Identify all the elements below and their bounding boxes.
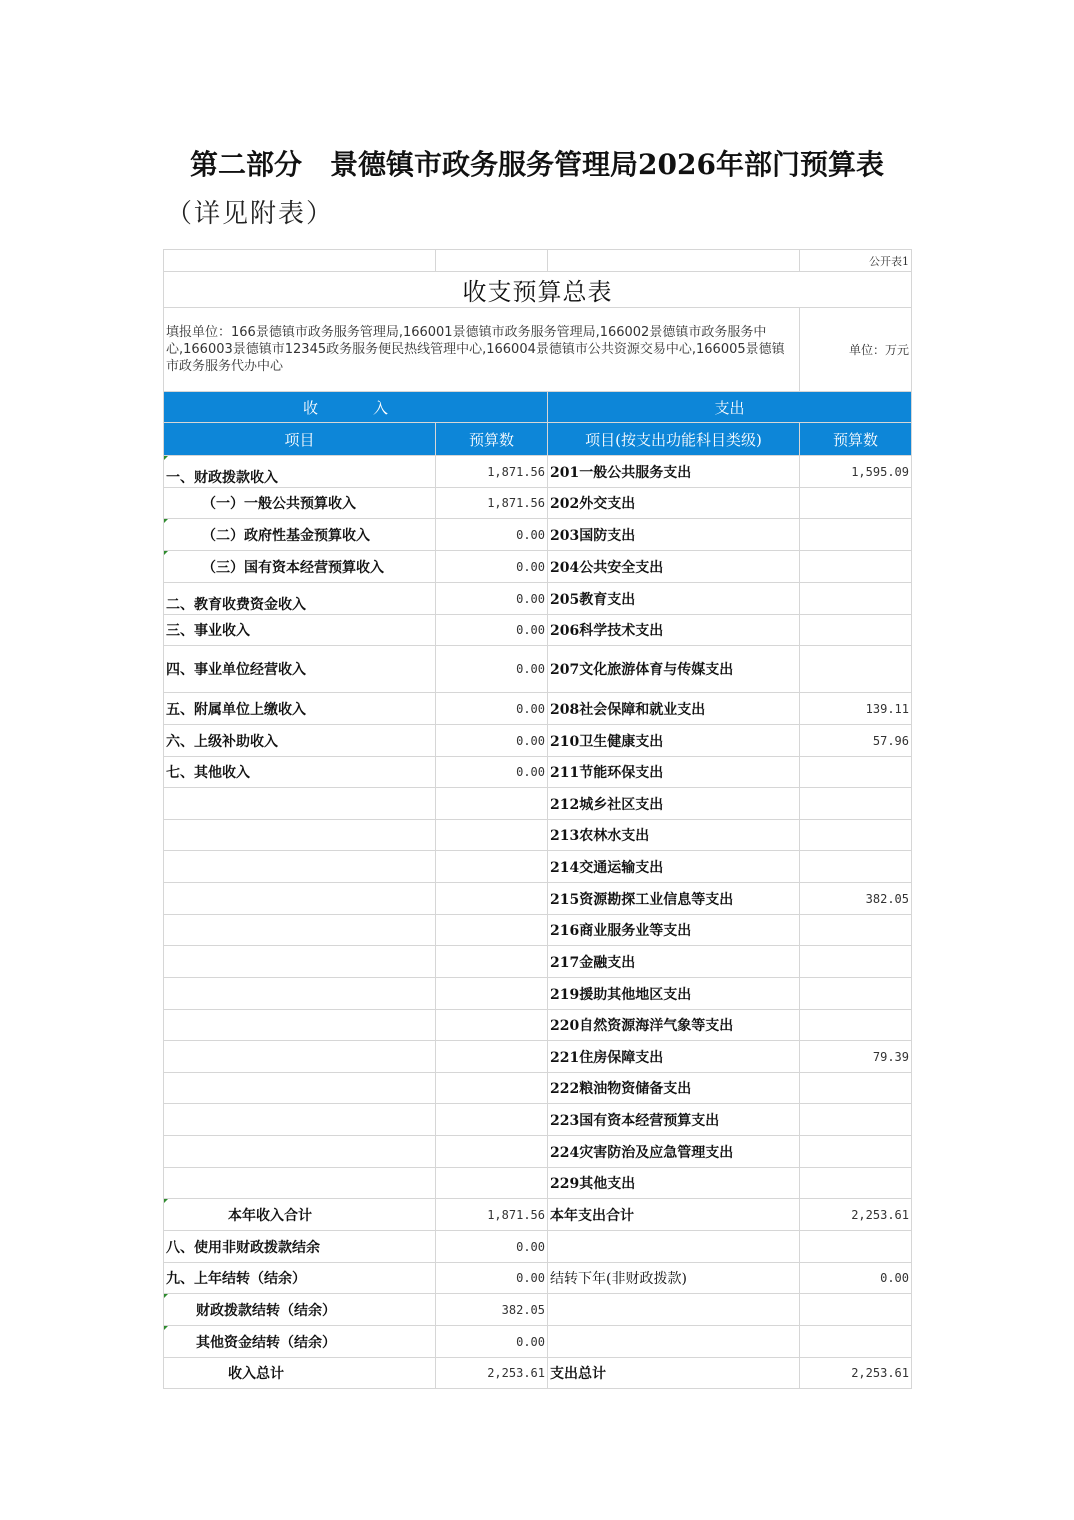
income-value-cell bbox=[436, 1168, 548, 1199]
income-value-cell bbox=[436, 1041, 548, 1073]
income-item-cell: 七、其他收入 bbox=[164, 757, 436, 788]
table-row bbox=[164, 615, 912, 646]
table-row bbox=[164, 583, 912, 615]
table-row bbox=[164, 1326, 912, 1358]
income-budget-header: 预算数 bbox=[436, 423, 548, 456]
expense-value-cell bbox=[800, 615, 912, 646]
expense-item-cell: 222粮油物资储备支出 bbox=[548, 1073, 800, 1104]
income-value-cell bbox=[436, 883, 548, 915]
income-item-header: 项目 bbox=[164, 423, 436, 456]
expense-item-cell: 223国有资本经营预算支出 bbox=[548, 1104, 800, 1136]
table-row bbox=[164, 851, 912, 883]
reporting-unit-info: 填报单位：166景德镇市政务服务管理局,166001景德镇市政务服务管理局,166002景德镇市政务服务中心,166003景德镇市12345政务服务便民热线管理中心,166004景德镇市公共资源交易中心,166005景德镇市政务服务代办中心 bbox=[164, 308, 800, 392]
table-row bbox=[164, 757, 912, 788]
expense-item-cell: 216商业服务业等支出 bbox=[548, 915, 800, 946]
page-subtitle: （详见附表） bbox=[166, 199, 335, 229]
income-value-cell: 1,871.56 bbox=[436, 456, 548, 488]
income-value-cell: 0.00 bbox=[436, 646, 548, 693]
income-value-cell bbox=[436, 788, 548, 820]
income-item-cell bbox=[164, 915, 436, 946]
expense-value-cell bbox=[800, 1010, 912, 1041]
income-item-cell: （二）政府性基金预算收入 bbox=[164, 519, 436, 551]
table-row bbox=[164, 788, 912, 820]
income-value-cell bbox=[436, 1136, 548, 1168]
table-row bbox=[164, 1104, 912, 1136]
expense-value-cell bbox=[800, 519, 912, 551]
expense-item-cell: 214交通运输支出 bbox=[548, 851, 800, 883]
form-number-label: 公开表1 bbox=[800, 250, 912, 272]
expense-item-cell: 结转下年(非财政拨款) bbox=[548, 1263, 800, 1294]
expense-value-cell bbox=[800, 788, 912, 820]
income-value-cell: 0.00 bbox=[436, 1231, 548, 1263]
table-row bbox=[164, 820, 912, 851]
form-label-row bbox=[164, 250, 912, 272]
expense-value-cell: 79.39 bbox=[800, 1041, 912, 1073]
unit-label: 单位：万元 bbox=[800, 308, 912, 392]
expense-item-cell: 205教育支出 bbox=[548, 583, 800, 615]
expense-item-cell: 支出总计 bbox=[548, 1358, 800, 1389]
page-title: 第二部分 景德镇市政务服务管理局2026年部门预算表 bbox=[190, 148, 884, 181]
income-item-cell bbox=[164, 1136, 436, 1168]
expense-value-cell bbox=[800, 851, 912, 883]
table-row bbox=[164, 915, 912, 946]
table-row bbox=[164, 1136, 912, 1168]
income-item-cell: 八、使用非财政拨款结余 bbox=[164, 1231, 436, 1263]
expense-header: 支出 bbox=[548, 392, 912, 423]
expense-value-cell bbox=[800, 946, 912, 978]
expense-value-cell bbox=[800, 551, 912, 583]
table-row bbox=[164, 725, 912, 757]
income-item-cell: 财政拨款结转（结余） bbox=[164, 1294, 436, 1326]
income-item-cell bbox=[164, 946, 436, 978]
income-item-cell: 九、上年结转（结余） bbox=[164, 1263, 436, 1294]
table-row bbox=[164, 1168, 912, 1199]
income-item-cell bbox=[164, 978, 436, 1010]
income-item-cell: 四、事业单位经营收入 bbox=[164, 646, 436, 693]
table-cell bbox=[164, 250, 436, 272]
table-title-row bbox=[164, 272, 912, 308]
income-item-cell: 三、事业收入 bbox=[164, 615, 436, 646]
expense-item-cell: 201一般公共服务支出 bbox=[548, 456, 800, 488]
expense-item-cell bbox=[548, 1231, 800, 1263]
income-item-cell: （一）一般公共预算收入 bbox=[164, 488, 436, 519]
income-item-cell bbox=[164, 1073, 436, 1104]
income-item-cell: 二、教育收费资金收入 bbox=[164, 583, 436, 615]
expense-value-cell: 2,253.61 bbox=[800, 1199, 912, 1231]
income-value-cell bbox=[436, 946, 548, 978]
income-item-cell bbox=[164, 1041, 436, 1073]
income-value-cell: 0.00 bbox=[436, 693, 548, 725]
income-item-cell: 一、财政拨款收入 bbox=[164, 456, 436, 488]
expense-item-cell: 208社会保障和就业支出 bbox=[548, 693, 800, 725]
income-value-cell: 0.00 bbox=[436, 519, 548, 551]
income-value-cell: 382.05 bbox=[436, 1294, 548, 1326]
expense-item-cell: 203国防支出 bbox=[548, 519, 800, 551]
table-row bbox=[164, 646, 912, 693]
expense-item-cell: 221住房保障支出 bbox=[548, 1041, 800, 1073]
expense-item-cell: 219援助其他地区支出 bbox=[548, 978, 800, 1010]
income-item-cell: 五、附属单位上缴收入 bbox=[164, 693, 436, 725]
expense-value-cell bbox=[800, 915, 912, 946]
expense-value-cell bbox=[800, 978, 912, 1010]
table-row bbox=[164, 1073, 912, 1104]
table-row bbox=[164, 488, 912, 519]
expense-value-cell: 0.00 bbox=[800, 1263, 912, 1294]
unit-info-row bbox=[164, 308, 912, 392]
expense-value-cell bbox=[800, 488, 912, 519]
expense-item-cell bbox=[548, 1326, 800, 1358]
table-row bbox=[164, 1199, 912, 1231]
expense-item-cell: 224灾害防治及应急管理支出 bbox=[548, 1136, 800, 1168]
table-cell bbox=[436, 250, 548, 272]
expense-value-cell: 57.96 bbox=[800, 725, 912, 757]
table-row bbox=[164, 978, 912, 1010]
income-item-cell bbox=[164, 1104, 436, 1136]
table-row bbox=[164, 1010, 912, 1041]
expense-value-cell bbox=[800, 757, 912, 788]
table-row bbox=[164, 551, 912, 583]
expense-item-cell: 204公共安全支出 bbox=[548, 551, 800, 583]
expense-value-cell bbox=[800, 1231, 912, 1263]
expense-budget-header: 预算数 bbox=[800, 423, 912, 456]
expense-value-cell bbox=[800, 1104, 912, 1136]
income-item-cell bbox=[164, 1168, 436, 1199]
income-value-cell bbox=[436, 1010, 548, 1041]
expense-item-cell: 206科学技术支出 bbox=[548, 615, 800, 646]
expense-item-cell: 本年支出合计 bbox=[548, 1199, 800, 1231]
table-row bbox=[164, 1041, 912, 1073]
table-row bbox=[164, 883, 912, 915]
expense-value-cell: 2,253.61 bbox=[800, 1358, 912, 1389]
income-value-cell: 0.00 bbox=[436, 615, 548, 646]
income-value-cell bbox=[436, 1104, 548, 1136]
income-value-cell: 1,871.56 bbox=[436, 488, 548, 519]
expense-item-cell: 212城乡社区支出 bbox=[548, 788, 800, 820]
expense-item-cell: 211节能环保支出 bbox=[548, 757, 800, 788]
expense-value-cell: 139.11 bbox=[800, 693, 912, 725]
expense-item-header: 项目(按支出功能科目类级) bbox=[548, 423, 800, 456]
expense-value-cell bbox=[800, 1168, 912, 1199]
income-value-cell bbox=[436, 851, 548, 883]
expense-item-cell bbox=[548, 1294, 800, 1326]
income-value-cell bbox=[436, 1073, 548, 1104]
expense-value-cell bbox=[800, 1326, 912, 1358]
income-value-cell bbox=[436, 978, 548, 1010]
expense-item-cell: 217金融支出 bbox=[548, 946, 800, 978]
expense-item-cell: 220自然资源海洋气象等支出 bbox=[548, 1010, 800, 1041]
income-value-cell: 2,253.61 bbox=[436, 1358, 548, 1389]
expense-item-cell: 229其他支出 bbox=[548, 1168, 800, 1199]
expense-item-cell: 210卫生健康支出 bbox=[548, 725, 800, 757]
table-row bbox=[164, 1263, 912, 1294]
table-cell bbox=[548, 250, 800, 272]
income-item-cell: （三）国有资本经营预算收入 bbox=[164, 551, 436, 583]
income-value-cell: 0.00 bbox=[436, 583, 548, 615]
expense-value-cell: 1,595.09 bbox=[800, 456, 912, 488]
income-item-cell bbox=[164, 820, 436, 851]
table-row bbox=[164, 1358, 912, 1389]
expense-value-cell bbox=[800, 646, 912, 693]
header-row-columns bbox=[164, 423, 912, 456]
income-item-cell: 六、上级补助收入 bbox=[164, 725, 436, 757]
income-item-cell: 收入总计 bbox=[164, 1358, 436, 1389]
table-row bbox=[164, 693, 912, 725]
expense-value-cell bbox=[800, 583, 912, 615]
income-item-cell bbox=[164, 1010, 436, 1041]
expense-value-cell bbox=[800, 1136, 912, 1168]
income-value-cell: 0.00 bbox=[436, 1263, 548, 1294]
income-value-cell: 1,871.56 bbox=[436, 1199, 548, 1231]
expense-item-cell: 215资源勘探工业信息等支出 bbox=[548, 883, 800, 915]
income-value-cell bbox=[436, 820, 548, 851]
income-value-cell bbox=[436, 915, 548, 946]
income-header: 收 入 bbox=[164, 392, 548, 423]
header-row-group bbox=[164, 392, 912, 423]
expense-item-cell: 207文化旅游体育与传媒支出 bbox=[548, 646, 800, 693]
expense-value-cell bbox=[800, 820, 912, 851]
income-item-cell: 本年收入合计 bbox=[164, 1199, 436, 1231]
income-value-cell: 0.00 bbox=[436, 725, 548, 757]
expense-item-cell: 213农林水支出 bbox=[548, 820, 800, 851]
income-item-cell: 其他资金结转（结余） bbox=[164, 1326, 436, 1358]
table-row bbox=[164, 1294, 912, 1326]
table-row bbox=[164, 519, 912, 551]
expense-value-cell: 382.05 bbox=[800, 883, 912, 915]
expense-item-cell: 202外交支出 bbox=[548, 488, 800, 519]
table-title: 收支预算总表 bbox=[164, 272, 912, 308]
expense-value-cell bbox=[800, 1073, 912, 1104]
table-row bbox=[164, 946, 912, 978]
table-row bbox=[164, 1231, 912, 1263]
income-value-cell: 0.00 bbox=[436, 757, 548, 788]
income-item-cell bbox=[164, 851, 436, 883]
income-value-cell: 0.00 bbox=[436, 551, 548, 583]
expense-value-cell bbox=[800, 1294, 912, 1326]
budget-summary-table bbox=[163, 249, 912, 1389]
income-value-cell: 0.00 bbox=[436, 1326, 548, 1358]
table-row bbox=[164, 456, 912, 488]
income-item-cell bbox=[164, 788, 436, 820]
income-item-cell bbox=[164, 883, 436, 915]
